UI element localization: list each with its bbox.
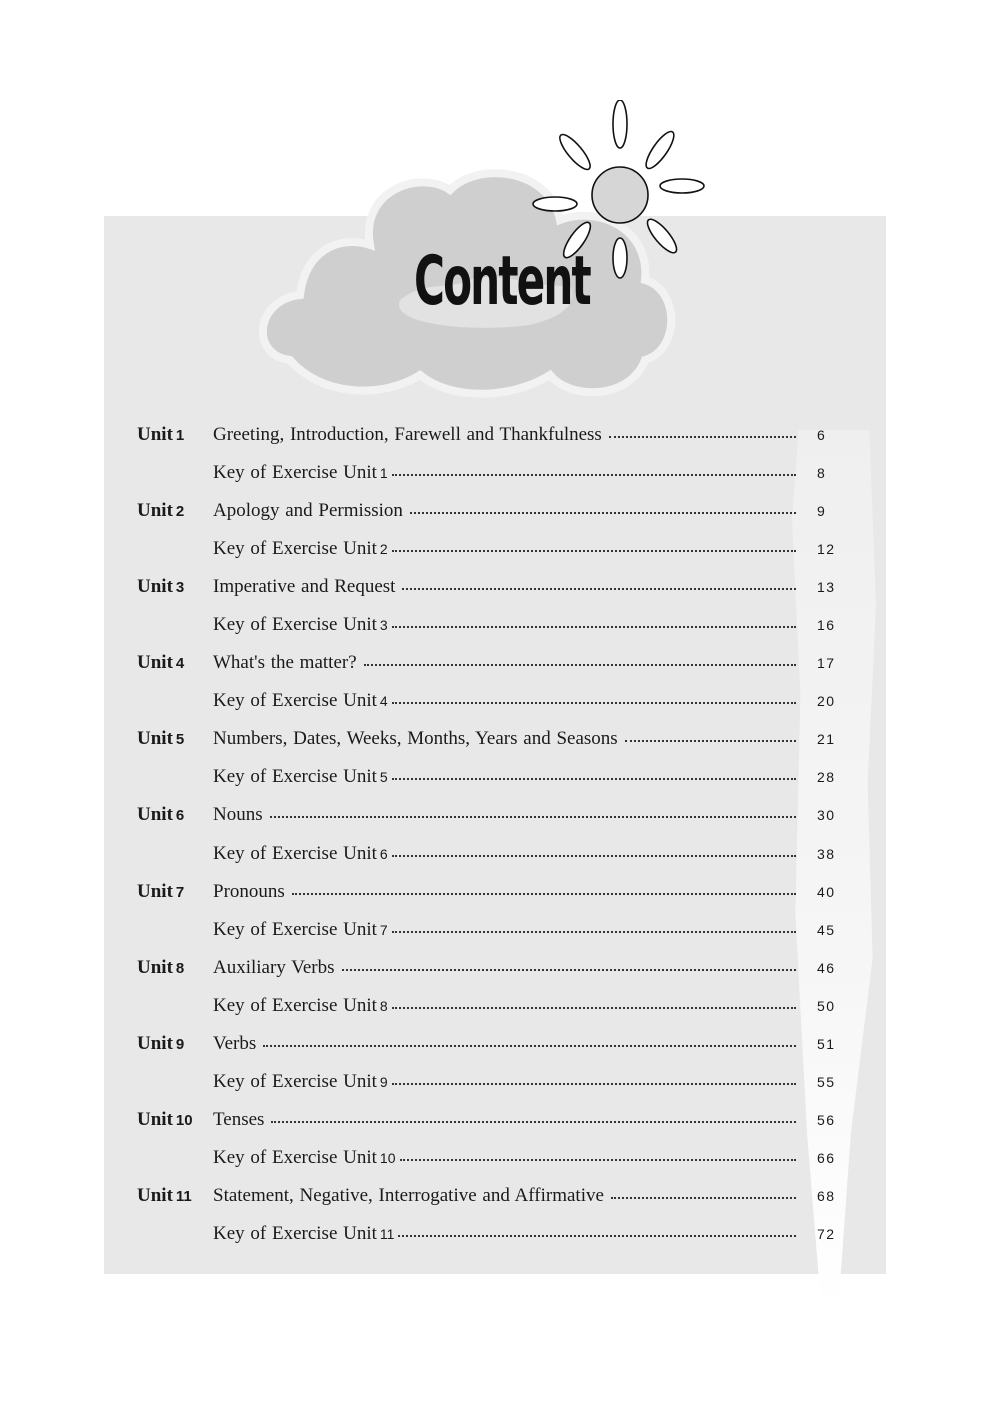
page-number: 8 xyxy=(817,465,827,482)
entry-title-wrap xyxy=(213,1033,796,1055)
toc-entry[interactable] xyxy=(137,919,857,957)
entry-title-wrap xyxy=(213,538,796,560)
entry-title: Key of Exercise Unit 3 xyxy=(213,614,388,636)
entry-title: Pronouns xyxy=(213,880,285,902)
toc-entry[interactable] xyxy=(137,500,857,538)
page-number: 38 xyxy=(817,845,836,862)
entry-title: Numbers, Dates, Weeks, Months, Years and Seasons xyxy=(213,728,618,750)
page-number: 30 xyxy=(817,807,836,824)
entry-title-wrap xyxy=(213,1185,796,1207)
page-number: 46 xyxy=(817,959,836,976)
entry-title: Key of Exercise Unit 10 xyxy=(213,1146,396,1168)
unit-label xyxy=(137,462,213,484)
dot-leader xyxy=(392,702,796,704)
dot-leader xyxy=(364,664,796,666)
unit-number: 7 xyxy=(175,883,185,901)
unit-label xyxy=(137,1109,213,1131)
unit-word: Unit xyxy=(137,1032,173,1054)
toc-entry[interactable] xyxy=(137,843,857,881)
entry-title-wrap xyxy=(213,728,796,750)
page-number: 9 xyxy=(817,503,827,520)
table-of-contents xyxy=(137,424,857,1261)
toc-entry[interactable] xyxy=(137,690,857,728)
unit-number: 5 xyxy=(175,731,185,749)
dot-leader xyxy=(392,855,796,857)
dot-leader xyxy=(392,1007,796,1009)
page-number: 13 xyxy=(817,579,836,596)
dot-leader xyxy=(400,1159,797,1161)
entry-title-wrap xyxy=(213,690,796,712)
unit-word: Unit xyxy=(137,500,173,522)
toc-entry[interactable] xyxy=(137,1033,857,1071)
dot-leader xyxy=(392,550,796,552)
unit-label xyxy=(137,500,213,522)
entry-title-wrap xyxy=(213,1147,796,1169)
entry-title-wrap xyxy=(213,652,796,674)
toc-entry[interactable] xyxy=(137,462,857,500)
unit-label xyxy=(137,957,213,979)
page-number: 16 xyxy=(817,617,836,634)
entry-title-wrap xyxy=(213,1071,796,1093)
entry-title-wrap xyxy=(213,462,796,484)
unit-label xyxy=(137,690,213,712)
unit-word: Unit xyxy=(137,728,173,750)
page-number: 28 xyxy=(817,769,836,786)
page-number: 55 xyxy=(817,1073,836,1090)
unit-number: 4 xyxy=(175,655,185,673)
page-number: 12 xyxy=(817,541,836,558)
page-number: 68 xyxy=(817,1187,836,1204)
dot-leader xyxy=(392,474,796,476)
entry-title: Key of Exercise Unit 7 xyxy=(213,918,388,940)
unit-number: 8 xyxy=(175,959,185,977)
unit-label xyxy=(137,804,213,826)
dot-leader xyxy=(342,969,797,971)
page-number: 72 xyxy=(817,1225,836,1242)
entry-title-wrap xyxy=(213,576,796,598)
entry-title-wrap xyxy=(213,804,796,826)
unit-number: 6 xyxy=(175,807,185,825)
page-number: 40 xyxy=(817,883,836,900)
unit-word: Unit xyxy=(137,880,173,902)
entry-title: Greeting, Introduction, Farewell and Thankfulness xyxy=(213,424,602,445)
entry-title-wrap xyxy=(213,424,796,446)
entry-title: Key of Exercise Unit 1 xyxy=(213,462,388,484)
page-number: 6 xyxy=(817,427,827,443)
unit-label xyxy=(137,1147,213,1169)
page-number: 21 xyxy=(817,731,836,748)
entry-title: Statement, Negative, Interrogative and Affirmative xyxy=(213,1184,604,1206)
entry-title-wrap xyxy=(213,881,796,903)
page-number: 17 xyxy=(817,655,836,672)
unit-number: 11 xyxy=(175,1187,192,1205)
entry-title: Key of Exercise Unit 9 xyxy=(213,1070,388,1092)
entry-title: Imperative and Request xyxy=(213,576,396,598)
page-title: Content xyxy=(414,242,590,321)
unit-number: 3 xyxy=(175,579,185,597)
dot-leader xyxy=(292,893,796,895)
unit-word: Unit xyxy=(137,1184,173,1206)
dot-leader xyxy=(402,588,796,590)
unit-number: 9 xyxy=(175,1035,185,1053)
dot-leader xyxy=(609,436,796,438)
page-number: 50 xyxy=(817,997,836,1014)
entry-title: Verbs xyxy=(213,1032,257,1054)
entry-title: Tenses xyxy=(213,1108,265,1130)
unit-label xyxy=(137,652,213,674)
toc-entry[interactable] xyxy=(137,424,857,462)
unit-label xyxy=(137,1185,213,1207)
unit-label xyxy=(137,576,213,598)
entry-title-wrap xyxy=(213,1109,796,1131)
unit-word: Unit xyxy=(137,424,173,445)
entry-title-wrap xyxy=(213,614,796,636)
dot-leader xyxy=(263,1045,796,1047)
dot-leader xyxy=(398,1235,796,1237)
toc-entry[interactable] xyxy=(137,804,857,842)
unit-word: Unit xyxy=(137,652,173,674)
unit-number: 2 xyxy=(175,503,185,521)
dot-leader xyxy=(270,816,796,818)
unit-label xyxy=(137,1033,213,1055)
unit-label xyxy=(137,766,213,788)
unit-label xyxy=(137,538,213,560)
entry-title-wrap xyxy=(213,500,796,522)
toc-entry[interactable] xyxy=(137,576,857,614)
entry-title-wrap xyxy=(213,1223,796,1245)
entry-title: Key of Exercise Unit 2 xyxy=(213,538,388,560)
entry-title-wrap xyxy=(213,957,796,979)
unit-label xyxy=(137,881,213,903)
toc-entry[interactable] xyxy=(137,1071,857,1109)
unit-label xyxy=(137,919,213,941)
page-number: 20 xyxy=(817,693,836,710)
unit-word: Unit xyxy=(137,576,173,598)
entry-title-wrap xyxy=(213,766,796,788)
toc-entry[interactable] xyxy=(137,538,857,576)
entry-title: Key of Exercise Unit 8 xyxy=(213,994,388,1016)
entry-title: Apology and Permission xyxy=(213,500,403,522)
toc-entry[interactable] xyxy=(137,1185,857,1223)
entry-title-wrap xyxy=(213,843,796,865)
unit-number: 1 xyxy=(175,427,185,444)
page-number: 51 xyxy=(817,1035,836,1052)
unit-number: 10 xyxy=(175,1111,193,1129)
unit-label xyxy=(137,424,213,446)
dot-leader xyxy=(392,931,796,933)
unit-word: Unit xyxy=(137,804,173,826)
dot-leader xyxy=(611,1197,796,1199)
toc-entry[interactable] xyxy=(137,728,857,766)
entry-title-wrap xyxy=(213,919,796,941)
entry-title: Key of Exercise Unit 6 xyxy=(213,842,388,864)
dot-leader xyxy=(392,626,796,628)
unit-word: Unit xyxy=(137,1108,173,1130)
toc-entry[interactable] xyxy=(137,881,857,919)
dot-leader xyxy=(410,512,796,514)
toc-entry[interactable] xyxy=(137,614,857,652)
toc-entry[interactable] xyxy=(137,652,857,690)
entry-title: Nouns xyxy=(213,804,263,826)
unit-label xyxy=(137,614,213,636)
unit-word: Unit xyxy=(137,956,173,978)
unit-label xyxy=(137,728,213,750)
dot-leader xyxy=(625,740,796,742)
entry-title: Key of Exercise Unit 5 xyxy=(213,766,388,788)
page-number: 66 xyxy=(817,1149,836,1166)
page-number: 56 xyxy=(817,1111,836,1128)
entry-title-wrap xyxy=(213,995,796,1017)
unit-label xyxy=(137,1071,213,1093)
toc-entry[interactable] xyxy=(137,1223,857,1261)
toc-entry[interactable] xyxy=(137,1109,857,1147)
dot-leader xyxy=(271,1121,796,1123)
dot-leader xyxy=(392,778,796,780)
dot-leader xyxy=(392,1083,796,1085)
toc-entry[interactable] xyxy=(137,1147,857,1185)
unit-label xyxy=(137,1223,213,1245)
unit-label xyxy=(137,995,213,1017)
toc-entry[interactable] xyxy=(137,766,857,804)
entry-title: Key of Exercise Unit 4 xyxy=(213,690,388,712)
unit-label xyxy=(137,843,213,865)
toc-entry[interactable] xyxy=(137,957,857,995)
entry-title: Key of Exercise Unit 11 xyxy=(213,1222,395,1244)
page-number: 45 xyxy=(817,921,836,938)
entry-title: What's the matter? xyxy=(213,652,357,674)
entry-title: Auxiliary Verbs xyxy=(213,956,335,978)
toc-entry[interactable] xyxy=(137,995,857,1033)
